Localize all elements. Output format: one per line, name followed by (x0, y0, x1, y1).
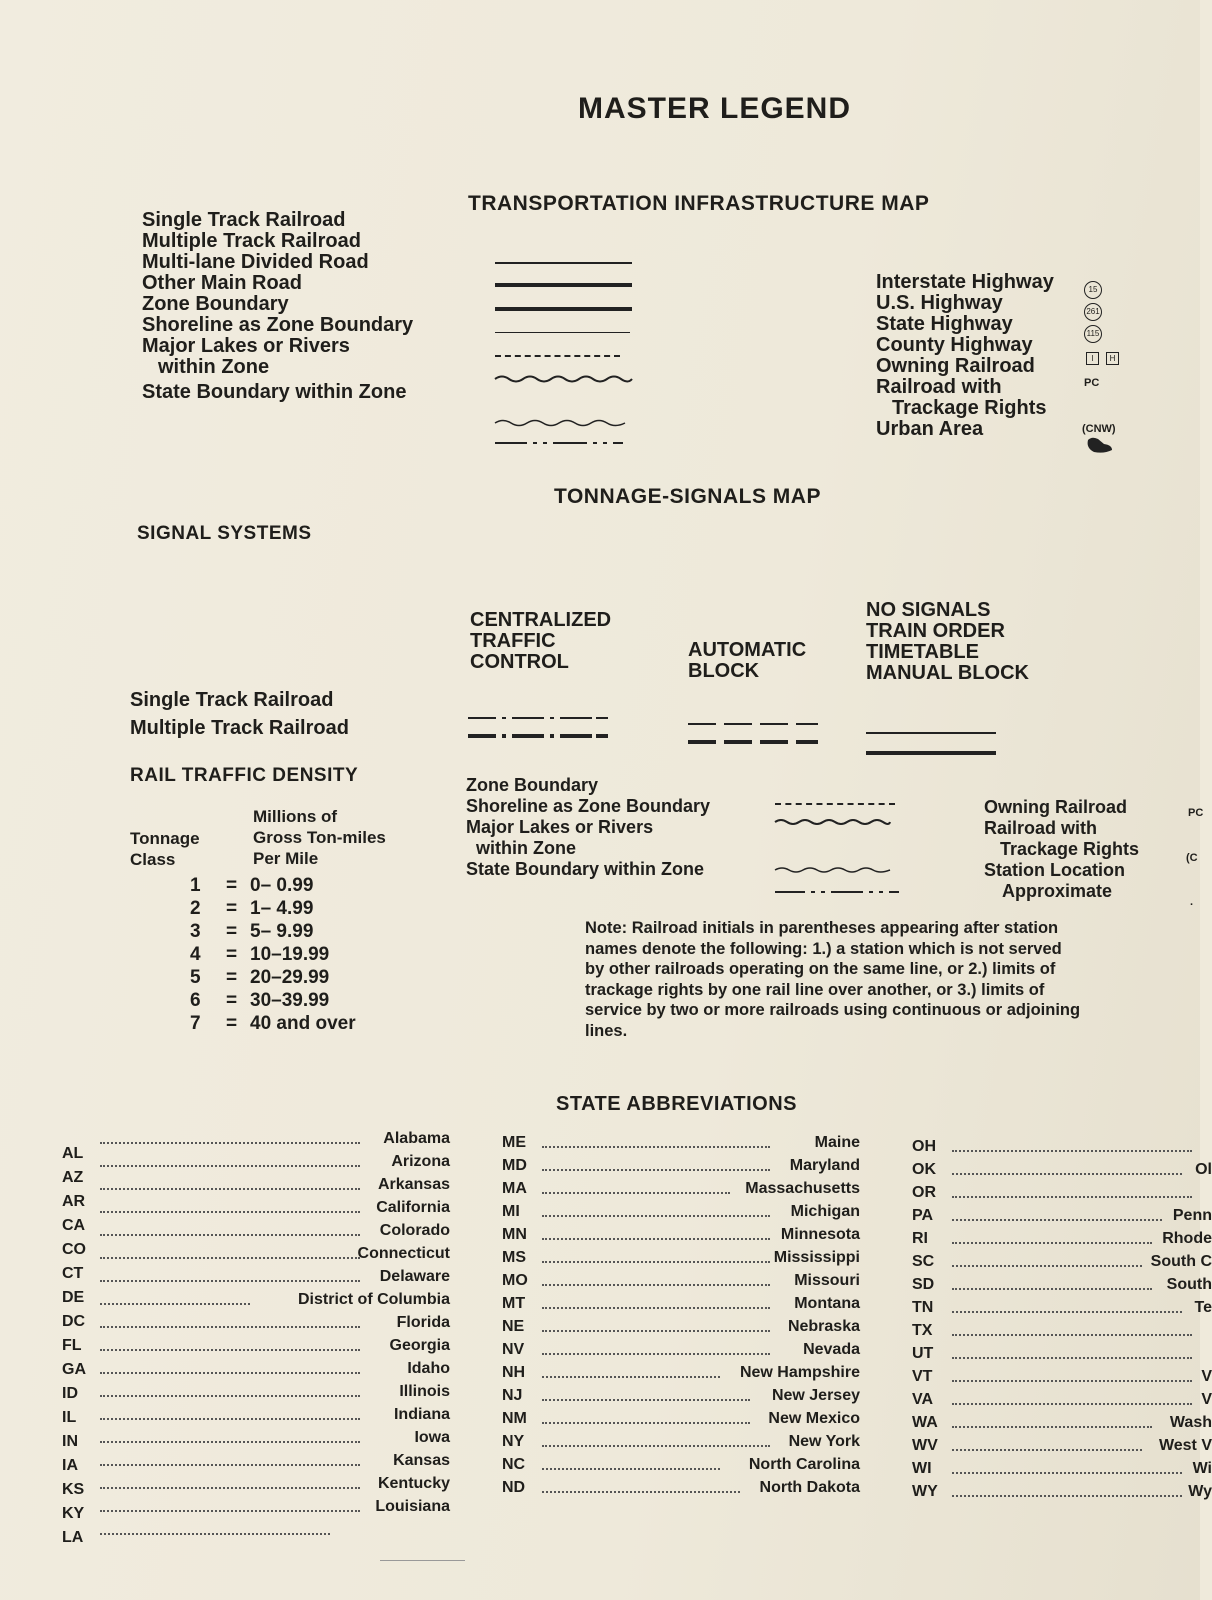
transport-left-labels (142, 210, 413, 403)
county-highway-icon: H (1106, 352, 1119, 365)
label: Zone Boundary (466, 775, 599, 795)
column-label: Class (130, 850, 176, 869)
list-item: MN Minnesota (502, 1226, 860, 1243)
density-row: 6 = 30–39.99 (190, 990, 330, 1011)
list-item: SC South C (912, 1253, 1212, 1270)
label: Trackage Rights (892, 397, 1047, 419)
state-code: IN (62, 1433, 78, 1450)
state-code: DE (62, 1289, 85, 1306)
density-row: 2 = 1– 4.99 (190, 898, 314, 919)
list-item: Arkansas (100, 1176, 450, 1199)
state-code: CA (62, 1217, 86, 1234)
list-item: NE Nebraska (502, 1318, 860, 1335)
state-code: AR (62, 1193, 86, 1210)
state-abbreviations-heading: STATE ABBREVIATIONS (556, 1093, 797, 1115)
label: Owning Railroad (876, 355, 1035, 377)
zone-boundary-symbol (775, 803, 895, 805)
column-label: BLOCK (688, 660, 760, 682)
list-item: Florida (100, 1314, 450, 1337)
label: State Boundary within Zone (466, 859, 705, 879)
list-item: VA V (912, 1391, 1212, 1408)
lakes-rivers-symbol (775, 866, 890, 874)
signal-column-no-signals (866, 600, 1029, 684)
state-code: KY (62, 1505, 85, 1522)
list-item: MO Missouri (502, 1272, 860, 1289)
label: Single Track Railroad (142, 209, 346, 231)
label: Multi-lane Divided Road (142, 251, 369, 273)
label: within Zone (476, 838, 576, 858)
state-code: ID (62, 1385, 78, 1402)
label: Interstate Highway (876, 271, 1054, 293)
station-location-symbol: . (1190, 896, 1194, 908)
list-item: Connecticut (100, 1245, 450, 1268)
list-item: WY Wy (912, 1483, 1212, 1500)
state-code: GA (62, 1361, 86, 1378)
label: Railroad with (876, 376, 1002, 398)
list-item: OR (912, 1184, 1212, 1207)
label: Railroad with (984, 818, 1098, 838)
list-item: NM New Mexico (502, 1410, 860, 1427)
state-code: FL (62, 1337, 82, 1354)
signal-column-ctc (470, 610, 611, 673)
state-code: LA (62, 1529, 84, 1546)
label: Major Lakes or Rivers (142, 335, 350, 357)
list-item: PA Penn (912, 1207, 1212, 1224)
list-item: WA Wash (912, 1414, 1212, 1431)
trackage-rights-symbol: (CNW) (1082, 423, 1116, 435)
automatic-block-line-symbols (688, 718, 823, 748)
label: State Highway (876, 313, 1013, 335)
tonnage-right-labels (984, 797, 1139, 902)
label: State Boundary within Zone (142, 381, 407, 403)
label: Shoreline as Zone Boundary (466, 796, 711, 816)
state-highway-icon: 115 (1084, 325, 1102, 343)
signal-systems-heading: SIGNAL SYSTEMS (137, 523, 312, 544)
density-table (190, 874, 356, 1035)
owning-railroad-symbol: PC (1188, 807, 1204, 819)
density-row: 1 = 0– 0.99 (190, 875, 314, 896)
list-item: WI Wi (912, 1460, 1212, 1477)
list-item: Kansas (100, 1452, 450, 1475)
no-signals-single-symbol (866, 732, 996, 734)
label: Owning Railroad (984, 797, 1128, 817)
list-item: NC North Carolina (502, 1456, 860, 1473)
column-label: TRAIN ORDER (866, 620, 1005, 642)
list-item: Iowa (100, 1429, 450, 1452)
list-item: Illinois (100, 1383, 450, 1406)
column-label: Millions of (253, 807, 338, 826)
multiple-track-line-symbol (495, 283, 632, 287)
list-item: UT (912, 1345, 1212, 1368)
list-item: Arizona (100, 1153, 450, 1176)
transport-right-labels (876, 272, 1054, 440)
list-item: Delaware (100, 1268, 450, 1291)
list-item: Indiana (100, 1406, 450, 1429)
label: Zone Boundary (142, 293, 289, 315)
column-label: AUTOMATIC (688, 639, 807, 661)
list-item: MS Mississippi (502, 1249, 860, 1266)
state-names-column-1 (100, 1130, 450, 1544)
state-code: KS (62, 1481, 85, 1498)
page-title: MASTER LEGEND (578, 92, 852, 125)
list-item: Louisiana (100, 1498, 450, 1521)
state-column-2 (502, 1134, 860, 1502)
list-item: TX (912, 1322, 1212, 1345)
label: Shoreline as Zone Boundary (142, 314, 414, 336)
list-item: MT Montana (502, 1295, 860, 1312)
column-label: CENTRALIZED (470, 609, 612, 631)
density-row: 5 = 20–29.99 (190, 967, 330, 988)
state-code: AL (62, 1145, 84, 1162)
urban-area-icon (1086, 436, 1114, 454)
state-column-3 (912, 1138, 1212, 1506)
tonnage-mid-labels (466, 775, 710, 880)
state-code: CT (62, 1265, 84, 1282)
county-highway-icon: I (1086, 352, 1099, 365)
label: U.S. Highway (876, 292, 1003, 314)
list-item: ND North Dakota (502, 1479, 860, 1496)
railroad-note: Note: Railroad initials in parentheses appearing after station names denote the following: 1.) a station which is not served by other railroads operating on the same line, or 2.) limits of trackage rights by one rail line over another, or 3.) limits of service by two or more railroads using continuous or adjoining lines. (585, 919, 1081, 1040)
tonnage-heading: TONNAGE-SIGNALS MAP (554, 485, 821, 508)
list-item: California (100, 1199, 450, 1222)
column-label: NO SIGNALS (866, 599, 991, 621)
list-item: Colorado (100, 1222, 450, 1245)
column-label: Per Mile (253, 849, 319, 868)
density-column-gross (253, 806, 386, 869)
trackage-rights-symbol: (C (1186, 852, 1198, 864)
state-code: CO (62, 1241, 86, 1258)
shoreline-symbol (495, 374, 632, 384)
signal-column-automatic (688, 640, 806, 682)
column-label: Tonnage (130, 829, 200, 848)
list-item: ME Maine (502, 1134, 860, 1151)
main-road-line-symbol (495, 332, 630, 333)
lakes-rivers-symbol (495, 418, 625, 428)
list-item: Idaho (100, 1360, 450, 1383)
state-code: IL (62, 1409, 77, 1426)
zone-boundary-symbol (495, 355, 620, 357)
shoreline-symbol (775, 818, 890, 826)
list-item: MI Michigan (502, 1203, 860, 1220)
column-label: CONTROL (470, 651, 569, 673)
list-item: NY New York (502, 1433, 860, 1450)
label: County Highway (876, 334, 1033, 356)
state-code: IA (62, 1457, 78, 1474)
list-item (100, 1521, 450, 1544)
label: Other Main Road (142, 272, 303, 294)
list-item: OH (912, 1138, 1212, 1161)
density-row: 3 = 5– 9.99 (190, 921, 314, 942)
density-row: 7 = 40 and over (190, 1013, 356, 1034)
list-item: Georgia (100, 1337, 450, 1360)
row-label-multiple: Multiple Track Railroad (130, 717, 349, 739)
column-label: Gross Ton-miles (253, 828, 386, 847)
state-boundary-symbol (495, 440, 625, 446)
column-label: TIMETABLE (866, 641, 979, 663)
label: Major Lakes or Rivers (466, 817, 654, 837)
label: Station Location (984, 860, 1125, 880)
label: Urban Area (876, 418, 984, 440)
list-item: Kentucky (100, 1475, 450, 1498)
list-item: NV Nevada (502, 1341, 860, 1358)
list-item: OK Ol (912, 1161, 1212, 1178)
label: Approximate (1002, 881, 1113, 901)
list-item: WV West V (912, 1437, 1212, 1454)
list-item: RI Rhode (912, 1230, 1212, 1247)
label: Trackage Rights (1000, 839, 1140, 859)
list-item: Alabama (100, 1130, 450, 1153)
single-track-line-symbol (495, 262, 632, 264)
list-item: MD Maryland (502, 1157, 860, 1174)
bottom-rule (380, 1560, 465, 1561)
list-item: VT V (912, 1368, 1212, 1385)
state-code: AZ (62, 1169, 84, 1186)
row-label-single: Single Track Railroad (130, 689, 334, 711)
list-item: NJ New Jersey (502, 1387, 860, 1404)
density-heading: RAIL TRAFFIC DENSITY (130, 765, 359, 786)
list-item: SD South (912, 1276, 1212, 1293)
list-item: District of Columbia (100, 1291, 450, 1314)
no-signals-multiple-symbol (866, 751, 996, 755)
label: within Zone (158, 356, 270, 378)
us-highway-shield-icon: 261 (1084, 303, 1102, 321)
list-item: MA Massachusetts (502, 1180, 860, 1197)
density-column-tonnage (130, 828, 200, 870)
state-boundary-symbol (775, 889, 900, 895)
list-item: NH New Hampshire (502, 1364, 860, 1381)
label: Multiple Track Railroad (142, 230, 361, 252)
density-row: 4 = 10–19.99 (190, 944, 330, 965)
column-label: TRAFFIC (470, 630, 556, 652)
divided-road-line-symbol (495, 307, 632, 311)
state-code: DC (62, 1313, 86, 1330)
interstate-shield-icon: 15 (1084, 281, 1102, 299)
owning-railroad-symbol: PC (1084, 377, 1100, 389)
ctc-line-symbols (468, 712, 608, 742)
list-item: TN Te (912, 1299, 1212, 1316)
transportation-heading: TRANSPORTATION INFRASTRUCTURE MAP (468, 192, 930, 215)
column-label: MANUAL BLOCK (866, 662, 1029, 684)
